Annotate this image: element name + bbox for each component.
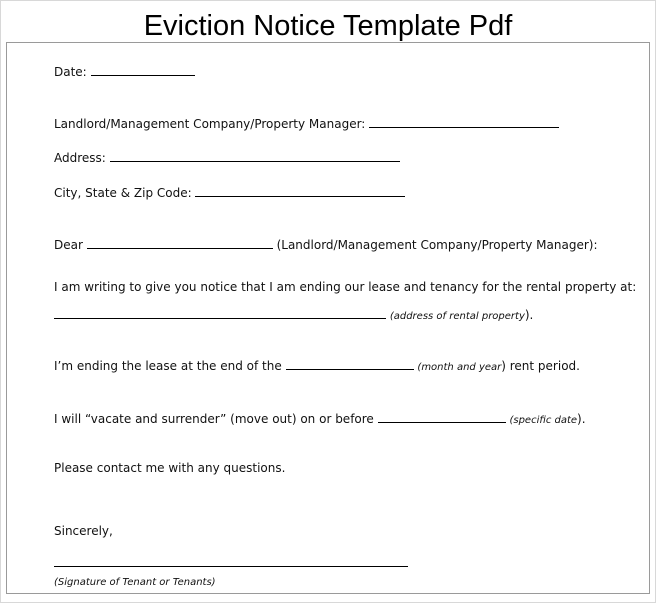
caption-close: ): [211, 577, 216, 588]
salutation-row: [54, 236, 598, 253]
contact-text: Please contact me with any questions.: [54, 461, 286, 475]
specific-date-note: specific date: [513, 415, 578, 426]
note-close: ).: [577, 412, 586, 426]
vacate-row: [54, 410, 586, 429]
rental-address-field[interactable]: [54, 306, 386, 319]
note-open: (: [509, 415, 514, 426]
lease-row: [54, 357, 580, 376]
vacate-text: I will “vacate and surrender” (move out) on or before: [54, 412, 374, 426]
landlord-row: [54, 115, 559, 132]
sincerely-text: Sincerely,: [54, 524, 113, 538]
notice-text: I am writing to give you notice that I am ending our lease and tenancy for the rental property at:: [54, 280, 637, 294]
rental-address-row: [54, 306, 533, 325]
note-close: ) rent period.: [501, 359, 580, 373]
landlord-label: Landlord/Management Company/Property Manager:: [54, 117, 366, 131]
address-row: [54, 149, 400, 166]
month-year-field[interactable]: [286, 357, 414, 370]
landlord-field[interactable]: [369, 115, 559, 128]
note-open: (: [389, 311, 394, 322]
dear-label: Dear: [54, 238, 83, 252]
date-row: [54, 63, 195, 80]
date-field[interactable]: [91, 63, 195, 76]
recipient-suffix: (Landlord/Management Company/Property Manager):: [276, 238, 598, 252]
month-year-note: month and year: [421, 362, 502, 373]
address-label: Address:: [54, 151, 106, 165]
city-label: City, State & Zip Code:: [54, 186, 192, 200]
recipient-field[interactable]: [87, 236, 273, 249]
note-close: ).: [524, 308, 534, 322]
signature-row: [54, 554, 408, 571]
city-row: [54, 184, 405, 201]
signature-caption: [54, 573, 216, 591]
address-field[interactable]: [110, 149, 400, 162]
signature-field[interactable]: [54, 554, 408, 567]
date-label: Date:: [54, 65, 87, 79]
vacate-date-field[interactable]: [378, 410, 506, 423]
caption-open: (: [54, 577, 58, 588]
city-field[interactable]: [195, 184, 405, 197]
page-title: Eviction Notice Template Pdf: [143, 10, 513, 42]
lease-text: I’m ending the lease at the end of the: [54, 359, 282, 373]
address-note: address of rental property: [393, 311, 525, 322]
note-open: (: [417, 362, 422, 373]
signature-note: Signature of Tenant or Tenants: [57, 577, 212, 588]
